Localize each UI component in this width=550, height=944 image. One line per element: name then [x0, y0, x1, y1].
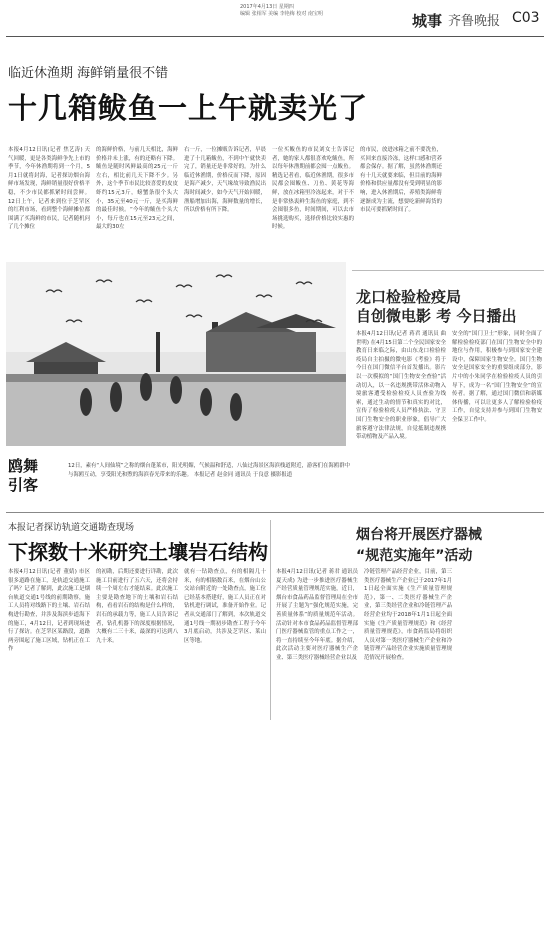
story1-col3: 右一斤，一位摊贩告诉记者，早晨进了十几箱鲅鱼，不到中午就快卖完了，销量还是非常好的。为什么临近休渔期，价格反而下降，原因是海产减少，天气缘故导致渔民出海时间减少，如今天气开始回暖，渔船增加出海，海鲜数量的增长，所以价格有所下降。 [184, 147, 266, 214]
story2-col2: 安全的“国门卫士”形象，同时全面了解检验检疫部门在国门生物安全中的地位与作用，积极参与到国家安全建设中，保障国家生物安全。国门生物安全是国家安全的重要组成部分，影片中的小朱同学在检验检疫人员的引导下，成为一名“国门生物安全”的宣传者。据了解，通过国门微信和新媒体传播，可以让更多人了解检验检疫工作，自觉支持并参与到国门生物安全保卫工作中。 [452, 331, 542, 423]
issue-editors: 编辑 张相军 美编 李艳梅 校对 南宝明 [240, 11, 323, 17]
story1-col5: 的市民，放进冰箱之前不要洗鱼，买回来直接冷冻，这样口感和营养都会保存。据了解，虽然休渔期还有十几天就要来临，但目前的海鲜价格和供应量都没有受到明显的影响，进入休渔期后，养殖类海鲜将逐渐成为主流，想要吃新鲜海货的市民可要抓紧时间了。 [360, 147, 442, 214]
story2-col1: 本报4月12日讯(记者 蒋君 通讯员 曲世明) 在4月15日第二个全民国家安全教育日来临之际，由山东龙口检验检疫局自主拍摄的微电影《考验》将于今日在国门微信平台首发播出。影片以一次模拟的“国门生物安全查验”活动切入，以一名违规携带活体动物入境旅客遭受检验检疫人员查验为线索，通过生动的情节和真实的对比，宣传了检验检疫人员严格执法、守卫国门生物安全的职业形象，倡导广大旅客遵守法律法规，自觉抵制违规携带动植物及产品入境。 [356, 331, 446, 441]
photo-caption: 12日，素有“人间仙境”之称的烟台蓬莱市，阳光明媚，气候温和舒适，八仙过海景区海滨栈道附近，游客们在海鸥群中与海鸥互动，享受阳光和煦的海滨春光带来的乐趣。 本报记者 赵金同 通讯员 于良意 摄影报道 [68, 463, 350, 478]
story3-col2: 的初勘，后期还要进行详勘，此次施工目前进行了五六天，还将会持续一个周左右才能结束。此次施工主要是勘查地下的土壤和岩石结构，看看岩石的结构是什么样的，岩石的承载力等，施工人员告诉记者，钻孔机器下的深度根据情况，大概有二三十米，最深的可达到八九十米。 [96, 569, 178, 644]
page-number: C03 [512, 10, 540, 26]
story3-col1: 本报4月12日讯(记者 董婧) 市区很多道路在施工，是轨道交通施工了吗？记者了解到，此次施工是烟台轨道交通1号线的前期勘察，施工人员将对线路下的土壤、岩石结构进行勘查，并涉及海滨步道海下的施工，4月12日，记者到现场进行了探访。在芝罘区某路段，道路两旁围起了施工区域，钻机正在工作 [8, 569, 90, 653]
story1-kicker: 临近休渔期 海鲜销量很不错 [8, 66, 169, 81]
section-title: 城事 [412, 12, 443, 30]
story3-col3: 就有一钻勘查点，有的相隔几十米，有的相隔数百米，在烟台山公交站台附近的一处勘查点，施工位已经基本搭建好，施工人员正在对钻机进行调试，准备开始作业。记者从交通部门了解到，本次轨道交通1号线一期初步勘查工程于今年3月底启动，共涉及芝罘区、莱山区等地。 [184, 569, 266, 644]
issue-date: 2017年4月13日 星期四 [240, 4, 294, 10]
story3-headline: 下探数十米研究土壤岩石结构 [8, 540, 268, 564]
story4-col1: 本报4月12日讯(记者 蒋君 通讯员 夏天成) 为进一步推进医疗器械生产经营质量管理规范实施，近日，烟台市食品药品监督管理局在全市开展了主题为“强化规范实施，完善质量体系”的质量规范年活动。活动针对本市食品药品监督管理部门医疗器械监管的重点工作之一，将一直持续至今年年底。据介绍，此次活动主要对医疗器械生产企业、第三类医疗器械经营企业以及 [276, 569, 358, 661]
header-divider [6, 36, 544, 37]
story1-col2: 的海鲜价格，与前几天相比，海鲜价格并未上涨，有的还略有下降。鲅鱼是随时风鲜最高的25元一斤左右，相比前几天下降不少。另外，这个季节市民比较喜爱的皮皮虾约15元3斤，螃蟹条很个头大小，35元至40元一斤，是买海鲜的最佳时候。“今年的鲅鱼个头大小，每斤也在15元至23元之间，最大的30左 [96, 147, 178, 231]
newspaper-logo: 齐鲁晚报 [448, 14, 501, 29]
photo-seagulls [6, 262, 346, 446]
story3-kicker: 本报记者探访轨道交通勘查现场 [8, 523, 135, 533]
story4-headline-line2: “规范实施年”活动 [356, 548, 473, 564]
story4-headline-line1: 烟台将开展医疗器械 [356, 527, 482, 543]
photo-illustration [6, 262, 346, 446]
middle-divider [6, 512, 544, 513]
story1-headline: 十几箱鲅鱼一上午就卖光了 [8, 91, 369, 125]
story2-headline-line2: 自创微电影 考 今日播出 [356, 307, 517, 325]
story1-col1: 本报4月12日讯(记者 焦艺涛) 天气回暖，更是各类海鲜争先上市的季节，今年休渔期将到一个月，5月1日就将封海，记者探访烟台海鲜市场发现，海鲜销量很好价格平稳，不少市民都抓紧时间尝鲜。12日上午，记者来到位于芝罘区的红利市场，看到整个海鲜摊位都围满了买海鲜的市民，记者随机问了几个摊位 [8, 147, 90, 231]
story2-headline-line1: 龙口检验检疫局 [356, 288, 462, 306]
issue-meta [240, 4, 410, 18]
story1-col6 [448, 146, 542, 252]
story1-col4: 一位买鲅鱼的市民刘女士告诉记者，她的家人都很喜欢吃鲅鱼，所以每年休渔期前都会囤一点鲅鱼。精选记者看，临近休渔期，很多市民都会囤鲅鱼、刀鱼、黄花等海鲜，放在冰箱里冷冻起来，对于不是非常热衷鲜生海鱼的家庭，到不会囤很多鱼，时间期间，可以去市场挑选购买，选择价格比较实惠的时候。 [272, 147, 354, 231]
right-divider-top [352, 270, 544, 271]
story3-divider [270, 520, 271, 720]
photo-caption-title: 鸥舞引客 [8, 457, 39, 494]
story4-col2: 冷链管理产品经营企业，目前，第三类医疗器械生产企业已于2017年1月1日起全面实施《生产质量管理规范》，第一、二类医疗器械生产企业，第三类经营企业和冷链管理产品经营企业均于2018年1月1日起全面实施《生产质量管理规范》和《经营质量管理规范》，市食药监局将组织人员对第一类医疗器械生产企业和冷链管理产品经营企业实施质量管理规范情况开展检查。 [364, 569, 452, 661]
